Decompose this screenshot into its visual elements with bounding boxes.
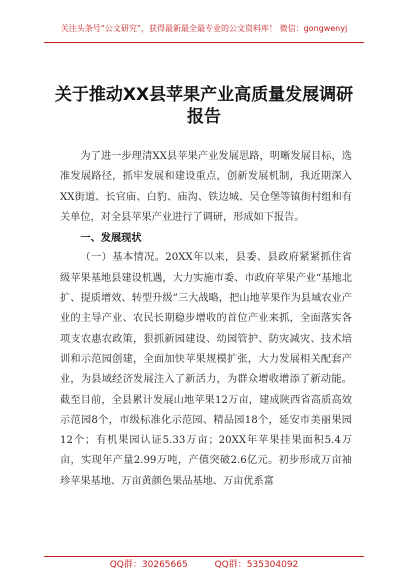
- header-banner: 关注头条号“公文研究”，获得最新最全最专业的公文资料库！ 微信：gongwenyj: [60, 24, 348, 33]
- section-paragraph: （一）基本情况。20XX年以来，县委、县政府紧紧抓住省级苹果基地县建设机遇，大力实施市委、市政府苹果产业“基地北扩、提质增效、转型升级”三大战略，把山地苹果作为县域农业产业的主导产业、农民长期稳步增收的首位产业来抓，全面落实各项支农惠农政策，狠抓新园建设、幼园管护、防灾减灾、技术培训和示范园创建，全面加快苹果规模扩张，大力发展相关配套产业，为县域经济发展注入了新活力，为群众增收增添了新动能。截至目前，全县累计发展山地苹果12万亩，建成陕西省高质高效示范园8个，市级标准化示范园、精品园18个，延安市美丽果园12个；有机果园认证5.33万亩；20XX年苹果挂果面积5.4万亩，实现年产量2.99万吨，产值突破2.6亿元。初步形成万亩袖珍苹果基地、万亩黄颜色果品基地、万亩优系富: [60, 252, 352, 487]
- document-body: [60, 147, 352, 492]
- section-heading: 一、发展现状: [80, 232, 142, 245]
- footer-divider: [44, 556, 364, 557]
- footer-qq-group-1: QQ群：30265665: [109, 560, 188, 570]
- title-line-2: 报告: [187, 107, 221, 127]
- header-divider: [44, 42, 364, 43]
- footer-qq-group-2: QQ群：535304092: [214, 560, 299, 570]
- intro-paragraph: 为了进一步理清XX县苹果产业发展思路，明晰发展目标，选准发展路径，抓牢发展和建设重点，创新发展机制，我近期深入XX街道、长官庙、白豹、庙沟、铁边城、吴仓堡等镇街村组和有关单位，对全县苹果产业进行了调研，形成如下报告。: [60, 151, 352, 223]
- title-line-1: 关于推动XX县苹果产业高质量发展调研: [54, 85, 354, 105]
- document-title: [30, 84, 378, 128]
- footer-banner: [0, 559, 408, 571]
